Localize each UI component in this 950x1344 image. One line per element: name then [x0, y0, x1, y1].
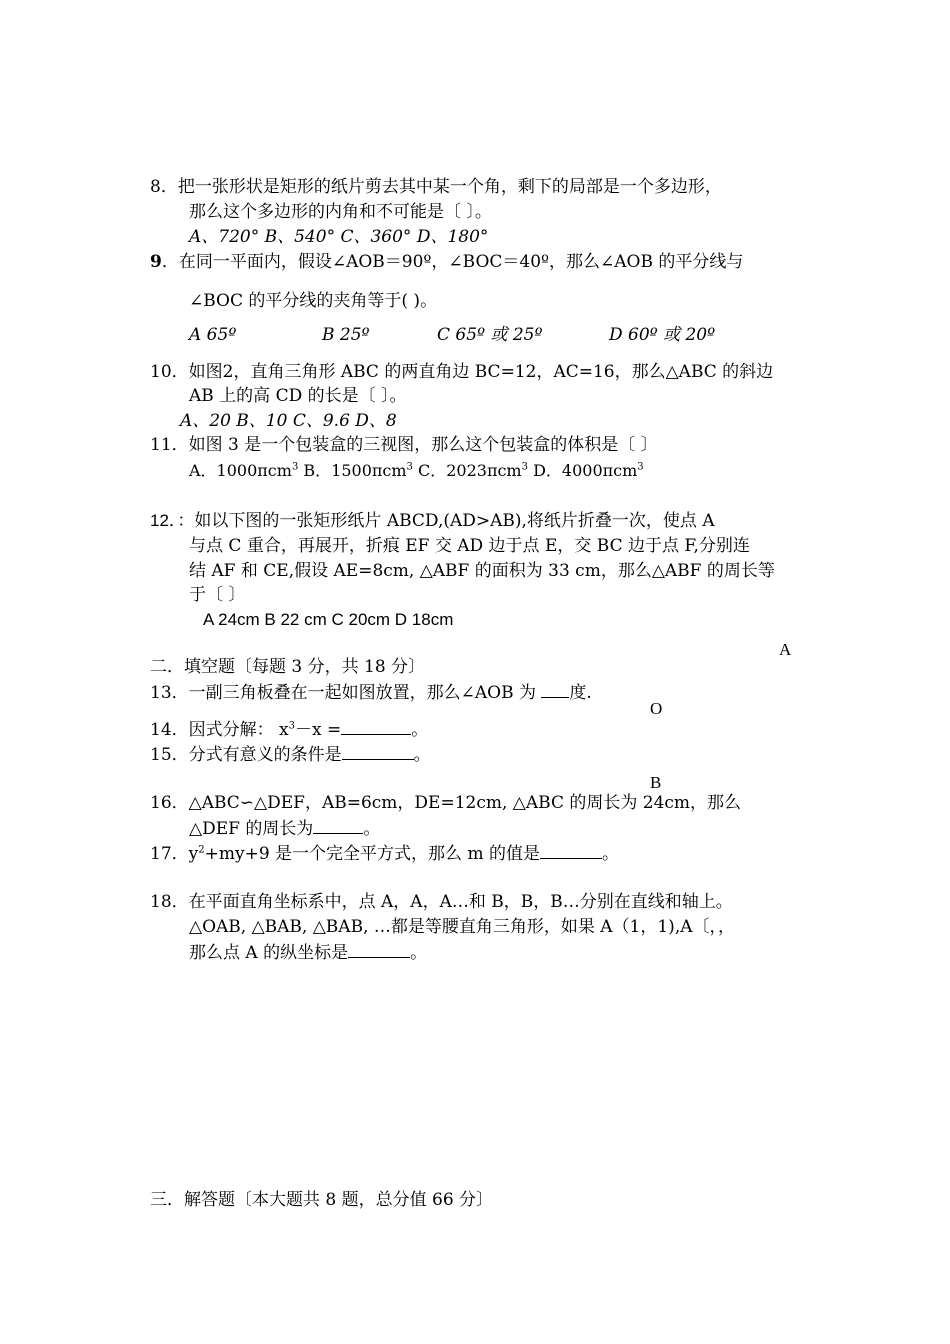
- q18-line3: 那么点 A 的纵坐标是 。: [189, 943, 428, 963]
- q15: 15．分式有意义的条件是 。: [150, 745, 431, 765]
- q9-line1: [150, 251, 743, 273]
- q17-blank[interactable]: [540, 842, 602, 859]
- q14-blank[interactable]: [341, 718, 411, 735]
- q12-line4: 于〔 〕: [189, 585, 246, 605]
- section3-heading: 三．解答题〔本大题共 8 题，总分值 66 分〕: [150, 1190, 494, 1210]
- q15-blank[interactable]: [342, 743, 414, 760]
- q16-blank[interactable]: [313, 817, 363, 834]
- q11-options: A．1000πcm$^3$ B．1500πcm$^3$ C．2023πcm$^3$ D．4000πcm$^3$: [189, 461, 644, 480]
- q16-line2: △DEF 的周长为 。: [189, 819, 381, 839]
- q14: 14．因式分解： $x^3-x$ = 。: [150, 720, 429, 740]
- figure-label-o: O: [650, 699, 663, 718]
- section2-heading: 二．填空题〔每题 3 分，共 18 分〕: [150, 657, 426, 677]
- q11-option-d: D．4000πcm: [527, 461, 638, 480]
- q9-option-c: C 65º 或 25º: [437, 325, 543, 345]
- q18-blank[interactable]: [348, 941, 410, 958]
- figure-label-b: B: [650, 773, 662, 792]
- q18-line2: △OAB, △BAB, △BAB, …都是等腰直角三角形，如果 A（1，1),A〔，，: [189, 917, 735, 937]
- q13: 13．一副三角板叠在一起如图放置，那么∠AOB 为 度.: [150, 683, 592, 703]
- q9-option-b: B 25º: [322, 325, 370, 345]
- q9-number: 9: [150, 252, 162, 272]
- q16-line1: 16．△ABC∽△DEF，AB=6cm，DE=12cm, △ABC 的周长为 24cm，那么: [150, 793, 742, 813]
- q10-line1: 10．如图2，直角三角形 ABC 的两直角边 BC=12，AC=16，那么△ABC 的斜边: [150, 362, 774, 382]
- q10-options: A、20 B、10 C、9.6 D、8: [180, 411, 397, 431]
- q10-line2: AB 上的高 CD 的长是〔 〕。: [189, 386, 407, 406]
- q11-option-c: C．2023πcm: [412, 461, 522, 480]
- q12-line2: 与点 C 重合，再展开，折痕 EF 交 AD 边于点 E，交 BC 边于点 F,分别连: [189, 536, 750, 556]
- q8-options: A、720° B、540° C、360° D、180°: [189, 227, 489, 247]
- q12-line3: 结 AF 和 CE,假设 AE=8cm, △ABF 的面积为 33 cm，那么△ABF 的周长等: [189, 561, 775, 581]
- q8-line1: 8．把一张形状是矩形的纸片剪去其中某一个角，剩下的局部是一个多边形，: [150, 177, 722, 197]
- q13-blank[interactable]: [541, 681, 569, 698]
- q9-line2: ∠BOC 的平分线的夹角等于( )。: [189, 291, 438, 311]
- q12-text: ：如以下图的一张矩形纸片 ABCD,(AD>AB),将纸片折叠一次，使点 A: [177, 511, 715, 531]
- q11-line1: 11．如图 3 是一个包装盒的三视图，那么这个包装盒的体积是〔 〕: [150, 435, 658, 455]
- q12-number: 12．: [150, 511, 178, 530]
- q11-option-b: B．1500πcm: [298, 461, 407, 480]
- q18-line1: 18．在平面直角坐标系中，点 A，A，A…和 B，B，B…分别在直线和轴上。: [150, 892, 733, 912]
- q9-option-a: A 65º: [189, 325, 237, 345]
- q17: 17．$y^2+my+9$ 是一个完全平方式，那么 m 的值是 。: [150, 844, 619, 864]
- q8-line2: 那么这个多边形的内角和不可能是〔 〕。: [189, 202, 492, 222]
- q12-options: A 24cm B 22 cm C 20cm D 18cm: [203, 610, 454, 629]
- q9-text: ．在同一平面内，假设∠AOB＝90º，∠BOC＝40º，那么∠AOB 的平分线与: [161, 252, 744, 272]
- q12-line1: [150, 510, 715, 532]
- q11-option-a: A．1000πcm: [189, 461, 292, 480]
- q9-option-d: D 60º 或 20º: [609, 325, 716, 345]
- figure-label-a: A: [779, 640, 792, 659]
